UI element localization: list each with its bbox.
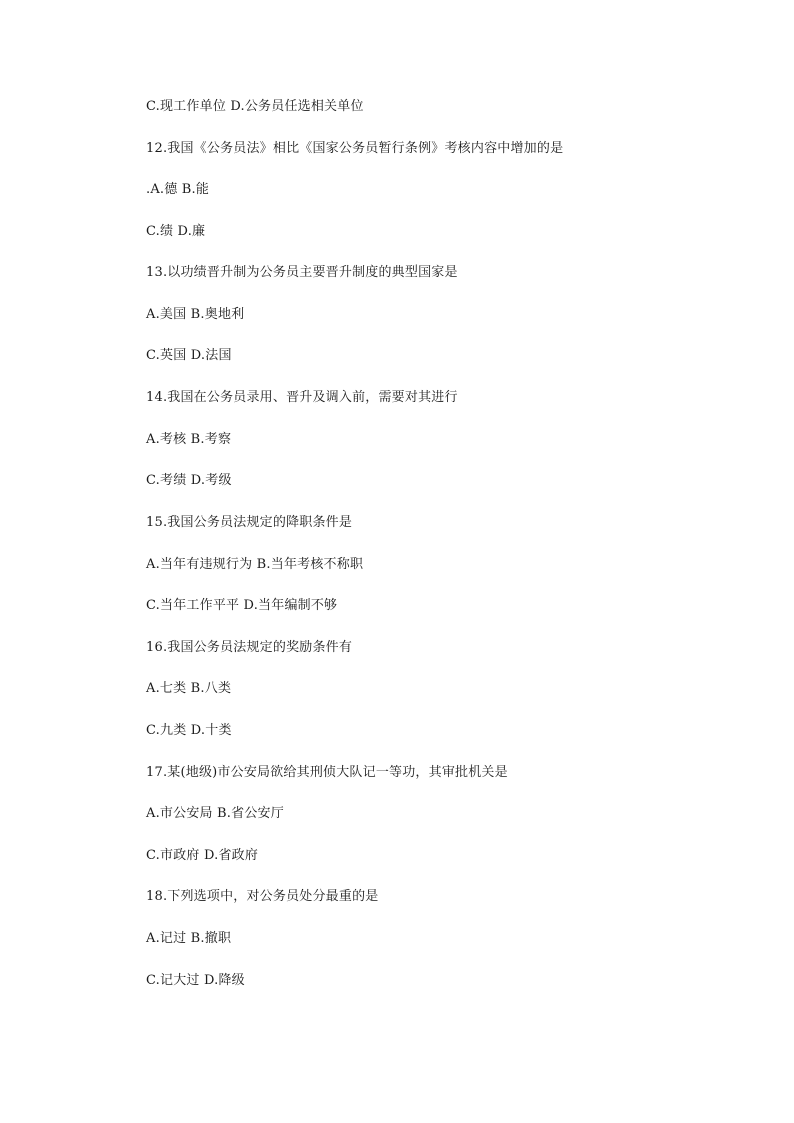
option-line-16-cd: C.九类 D.十类 xyxy=(146,723,232,738)
question-14: 14.我国在公务员录用、晋升及调入前，需要对其进行 xyxy=(146,390,458,405)
option-line-13-ab: A.美国 B.奥地利 xyxy=(146,307,245,322)
option-line-18-cd: C.记大过 D.降级 xyxy=(146,973,245,988)
question-15: 15.我国公务员法规定的降职条件是 xyxy=(146,515,353,530)
option-line-17-ab: A.市公安局 B.省公安厅 xyxy=(146,806,284,821)
option-line-12-ab: .A.德 B.能 xyxy=(146,182,210,197)
option-line-14-cd: C.考绩 D.考级 xyxy=(146,473,232,488)
option-line-12-cd: C.绩 D.廉 xyxy=(146,224,206,239)
question-18: 18.下列选项中，对公务员处分最重的是 xyxy=(146,889,379,904)
option-line-18-ab: A.记过 B.撤职 xyxy=(146,931,232,946)
question-13: 13.以功绩晋升制为公务员主要晋升制度的典型国家是 xyxy=(146,265,458,280)
option-line-14-ab: A.考核 B.考察 xyxy=(146,432,232,447)
question-16: 16.我国公务员法规定的奖励条件有 xyxy=(146,640,353,655)
option-line-15-ab: A.当年有违规行为 B.当年考核不称职 xyxy=(146,557,364,572)
option-line-11-cd: C.现工作单位 D.公务员任选相关单位 xyxy=(146,99,364,114)
question-17: 17.某(地级)市公安局欲给其刑侦大队记一等功，其审批机关是 xyxy=(146,765,508,780)
option-line-13-cd: C.英国 D.法国 xyxy=(146,348,232,363)
option-line-17-cd: C.市政府 D.省政府 xyxy=(146,848,259,863)
question-12: 12.我国《公务员法》相比《国家公务员暂行条例》考核内容中增加的是 xyxy=(146,141,564,156)
option-line-15-cd: C.当年工作平平 D.当年编制不够 xyxy=(146,598,338,613)
option-line-16-ab: A.七类 B.八类 xyxy=(146,681,232,696)
